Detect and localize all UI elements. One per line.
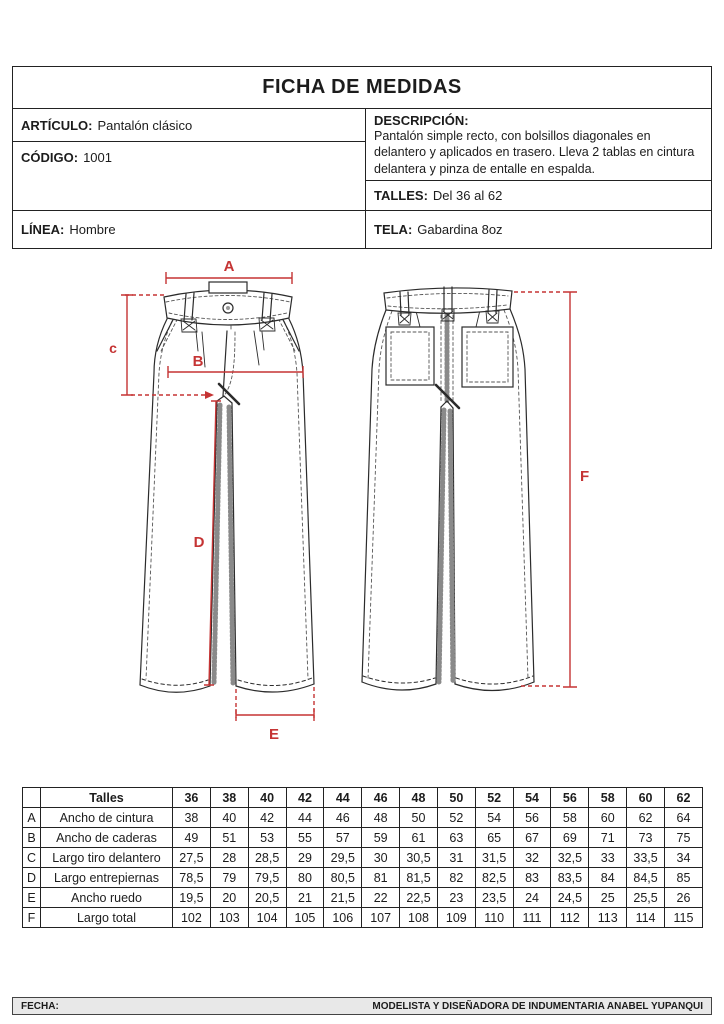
measure-value-cell: 57 [324,828,362,848]
row-letter-cell: D [23,868,41,888]
measure-value-cell: 108 [400,908,438,928]
measure-value-cell: 83 [513,868,551,888]
measure-value-cell: 64 [664,808,702,828]
measure-value-cell: 114 [627,908,665,928]
measure-value-cell: 110 [475,908,513,928]
size-header-cell: 56 [551,788,589,808]
dim-label-e: E [268,726,280,743]
measure-value-cell: 115 [664,908,702,928]
size-header-cell: 50 [437,788,475,808]
descripcion-value: Pantalón simple recto, con bolsillos diagonales en delantero y aplicados en trasero. Lleva 2 tablas en cintura delantera y pinza de entalle en espalda. [374,129,695,176]
measure-name-cell: Talles [41,788,173,808]
size-header-cell: 52 [475,788,513,808]
measure-value-cell: 25,5 [627,888,665,908]
measure-value-cell: 84 [589,868,627,888]
measure-value-cell: 32 [513,848,551,868]
measure-value-cell: 49 [173,828,211,848]
measure-value-cell: 24,5 [551,888,589,908]
measure-value-cell: 102 [173,908,211,928]
size-header-cell: 54 [513,788,551,808]
measure-value-cell: 52 [437,808,475,828]
footer-bar [12,997,712,1015]
measure-value-cell: 50 [400,808,438,828]
row-letter-cell [23,788,41,808]
measure-name-cell: Ancho de cintura [41,808,173,828]
dim-label-f: F [580,468,590,485]
measure-value-cell: 85 [664,868,702,888]
measure-value-cell: 40 [210,808,248,828]
measure-value-cell: 80 [286,868,324,888]
measure-value-cell: 25 [589,888,627,908]
measure-value-cell: 46 [324,808,362,828]
measure-value-cell: 59 [362,828,400,848]
measure-name-cell: Largo entrepiernas [41,868,173,888]
pants-front-view [140,282,314,692]
measure-value-cell: 28 [210,848,248,868]
measure-value-cell: 23,5 [475,888,513,908]
measure-name-cell: Ancho de caderas [41,828,173,848]
dim-label-d: D [193,534,205,551]
size-header-cell: 60 [627,788,665,808]
measure-value-cell: 34 [664,848,702,868]
field-linea [13,211,365,248]
measure-value-cell: 28,5 [248,848,286,868]
measure-value-cell: 103 [210,908,248,928]
field-descripcion [366,109,711,181]
measure-value-cell: 21,5 [324,888,362,908]
measure-value-cell: 33 [589,848,627,868]
measure-value-cell: 29 [286,848,324,868]
field-codigo [13,142,365,211]
measure-value-cell: 111 [513,908,551,928]
measure-row [23,828,703,848]
measure-value-cell: 26 [664,888,702,908]
measure-value-cell: 112 [551,908,589,928]
measure-value-cell: 30 [362,848,400,868]
measure-value-cell: 19,5 [173,888,211,908]
fecha-label: FECHA: [21,1000,59,1012]
measure-value-cell: 33,5 [627,848,665,868]
measure-value-cell: 31 [437,848,475,868]
measure-name-cell: Largo tiro delantero [41,848,173,868]
codigo-value: 1001 [83,150,112,165]
talles-value: Del 36 al 62 [432,188,503,203]
measure-value-cell: 82 [437,868,475,888]
measure-value-cell: 82,5 [475,868,513,888]
descripcion-label: DESCRIPCIÓN: [374,113,469,128]
measure-value-cell: 55 [286,828,324,848]
dim-label-c: c [109,340,117,356]
size-header-cell: 48 [400,788,438,808]
measure-row [23,848,703,868]
measure-value-cell: 56 [513,808,551,828]
measure-value-cell: 61 [400,828,438,848]
measure-value-cell: 30,5 [400,848,438,868]
measure-value-cell: 54 [475,808,513,828]
measure-row [23,888,703,908]
pants-technical-drawing [0,255,724,775]
measure-value-cell: 109 [437,908,475,928]
measure-row [23,908,703,928]
waistband-tab [209,282,247,293]
size-header-cell: 38 [210,788,248,808]
designer-credit: MODELISTA Y DISEÑADORA DE INDUMENTARIA ANABEL YUPANQUI [372,1000,703,1012]
measure-value-cell: 48 [362,808,400,828]
page-title: FICHA DE MEDIDAS [13,67,711,109]
measure-value-cell: 104 [248,908,286,928]
measure-value-cell: 67 [513,828,551,848]
measure-value-cell: 83,5 [551,868,589,888]
size-header-cell: 42 [286,788,324,808]
measure-value-cell: 107 [362,908,400,928]
measure-value-cell: 71 [589,828,627,848]
measure-value-cell: 44 [286,808,324,828]
measure-value-cell: 51 [210,828,248,848]
measure-value-cell: 22,5 [400,888,438,908]
measure-value-cell: 79,5 [248,868,286,888]
linea-label: LÍNEA: [21,222,65,237]
back-pocket-right [462,327,513,387]
measure-value-cell: 22 [362,888,400,908]
measure-value-cell: 63 [437,828,475,848]
measure-value-cell: 62 [627,808,665,828]
sizes-table [22,787,703,928]
measure-value-cell: 42 [248,808,286,828]
size-header-cell: 46 [362,788,400,808]
measure-value-cell: 113 [589,908,627,928]
row-letter-cell: B [23,828,41,848]
back-pocket-left [386,327,434,385]
articulo-value: Pantalón clásico [97,117,193,133]
measure-name-cell: Largo total [41,908,173,928]
measure-value-cell: 21 [286,888,324,908]
measure-value-cell: 81 [362,868,400,888]
measure-value-cell: 78,5 [173,868,211,888]
measure-value-cell: 20,5 [248,888,286,908]
measure-value-cell: 29,5 [324,848,362,868]
measure-name-cell: Ancho ruedo [41,888,173,908]
articulo-label: ARTÍCULO: [21,117,93,133]
measure-value-cell: 106 [324,908,362,928]
measure-value-cell: 20 [210,888,248,908]
measure-value-cell: 27,5 [173,848,211,868]
row-letter-cell: E [23,888,41,908]
size-header-cell: 62 [664,788,702,808]
talles-label: TALLES: [374,188,428,203]
measure-value-cell: 73 [627,828,665,848]
measure-value-cell: 24 [513,888,551,908]
codigo-label: CÓDIGO: [21,150,79,165]
measure-value-cell: 23 [437,888,475,908]
field-talles [366,181,711,211]
size-header-cell: 44 [324,788,362,808]
measure-row [23,808,703,828]
measure-value-cell: 58 [551,808,589,828]
tela-label: TELA: [374,222,413,237]
measure-row [23,868,703,888]
dim-label-a: A [223,258,235,275]
dim-label-b: B [192,353,204,370]
row-letter-cell: A [23,808,41,828]
measure-value-cell: 105 [286,908,324,928]
pants-back-view [362,287,534,691]
field-tela [366,211,711,248]
row-letter-cell: C [23,848,41,868]
size-header-cell: 58 [589,788,627,808]
tela-value: Gabardina 8oz [417,222,503,237]
measure-value-cell: 69 [551,828,589,848]
measure-value-cell: 79 [210,868,248,888]
spec-header-table [12,66,712,249]
size-header-cell: 40 [248,788,286,808]
size-header-cell: 36 [173,788,211,808]
measure-value-cell: 81,5 [400,868,438,888]
measure-value-cell: 32,5 [551,848,589,868]
measure-value-cell: 53 [248,828,286,848]
sizes-header-row [23,788,703,808]
row-letter-cell: F [23,908,41,928]
field-articulo [13,109,365,142]
measure-value-cell: 84,5 [627,868,665,888]
measure-value-cell: 75 [664,828,702,848]
measure-value-cell: 38 [173,808,211,828]
measure-value-cell: 80,5 [324,868,362,888]
measure-value-cell: 65 [475,828,513,848]
linea-value: Hombre [69,222,116,237]
measure-value-cell: 60 [589,808,627,828]
measure-value-cell: 31,5 [475,848,513,868]
